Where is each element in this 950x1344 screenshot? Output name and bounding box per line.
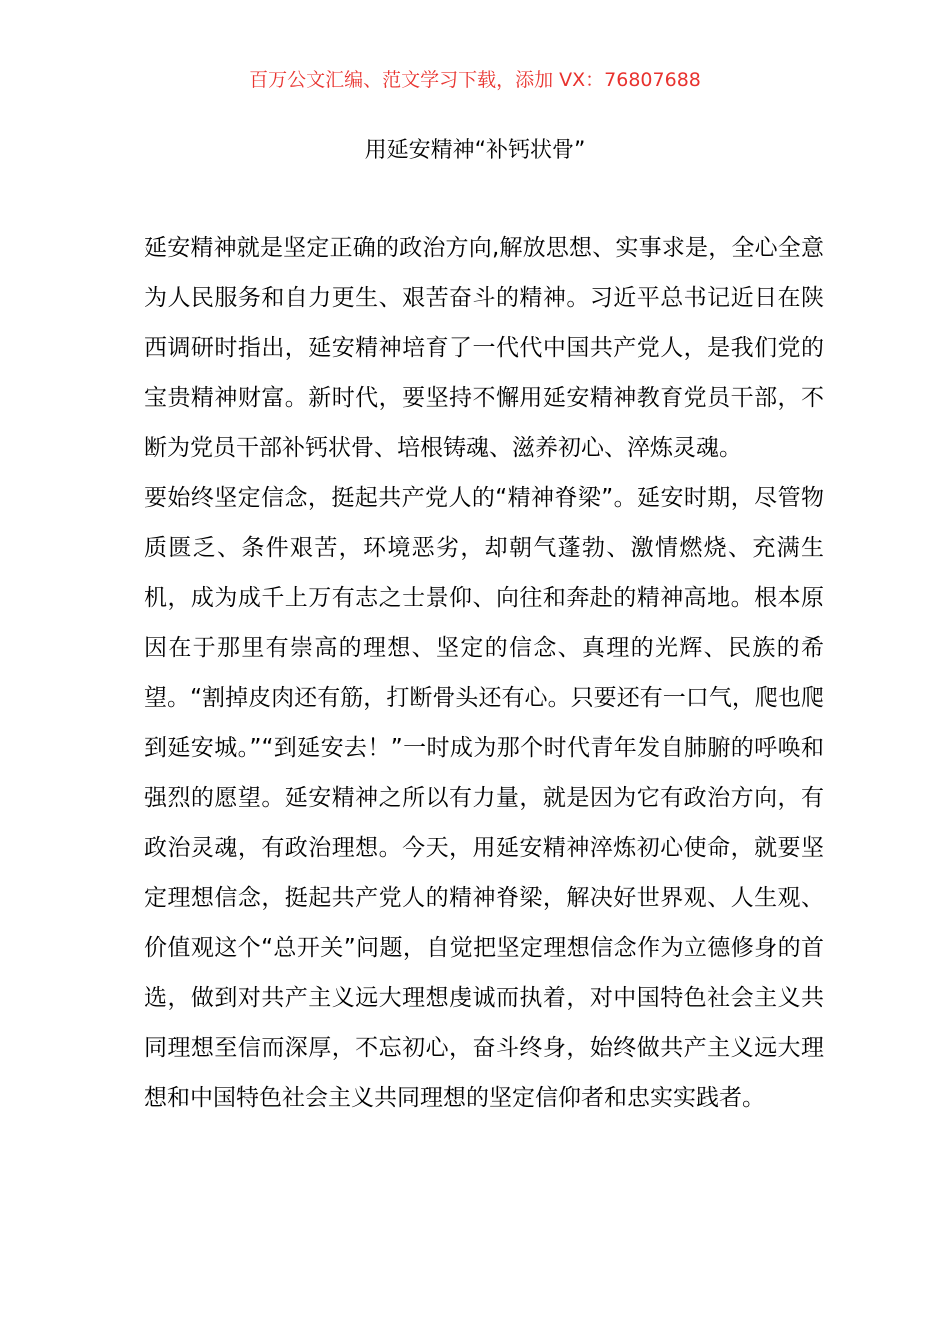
paragraph-2: 要始终坚定信念，挺起共产党人的“精神脊梁”。延安时期，尽管物质匮乏、条件艰苦，环境恶劣，却朝气蓬勃、激情燃烧、充满生机，成为成千上万有志之士景仰、向往和奔赴的精神高地。根本原因在于那里有崇高的理想、坚定的信念、真理的光辉、民族的希望。“割掉皮肉还有筋，打断骨头还有心。只要还有一口气，爬也爬到延安城。”“到延安去！”一时成为那个时代青年发自肺腑的呼唤和强烈的愿望。延安精神之所以有力量，就是因为它有政治方向，有政治灵魂，有政治理想。今天，用延安精神淬炼初心使命，就要坚定理想信念，挺起共产党人的精神脊梁，解决好世界观、人生观、价值观这个“总开关”问题，自觉把坚定理想信念作为立德修身的首选，做到对共产主义远大理想虔诚而执着，对中国特色社会主义共同理想至信而深厚，不忘初心，奋斗终身，始终做共产主义远大理想和中国特色社会主义共同理想的坚定信仰者和忠实实践者。 (144, 485, 824, 1111)
header-note: 百万公文汇编、范文学习下载，添加 VX：76807688 (249, 69, 701, 91)
paragraph-1: 延安精神就是坚定正确的政治方向,解放思想、实事求是，全心全意为人民服务和自力更生、艰苦奋斗的精神。习近平总书记近日在陕西调研时指出，延安精神培育了一代代中国共产党人，是我们党的宝贵精神财富。新时代，要坚持不懈用延安精神教育党员干部，不断为党员干部补钙状骨、培根铸魂、滋养初心、淬炼灵魂。 (144, 235, 824, 461)
document-body (144, 223, 824, 1123)
document-title: 用延安精神“补钙状骨” (364, 138, 586, 163)
